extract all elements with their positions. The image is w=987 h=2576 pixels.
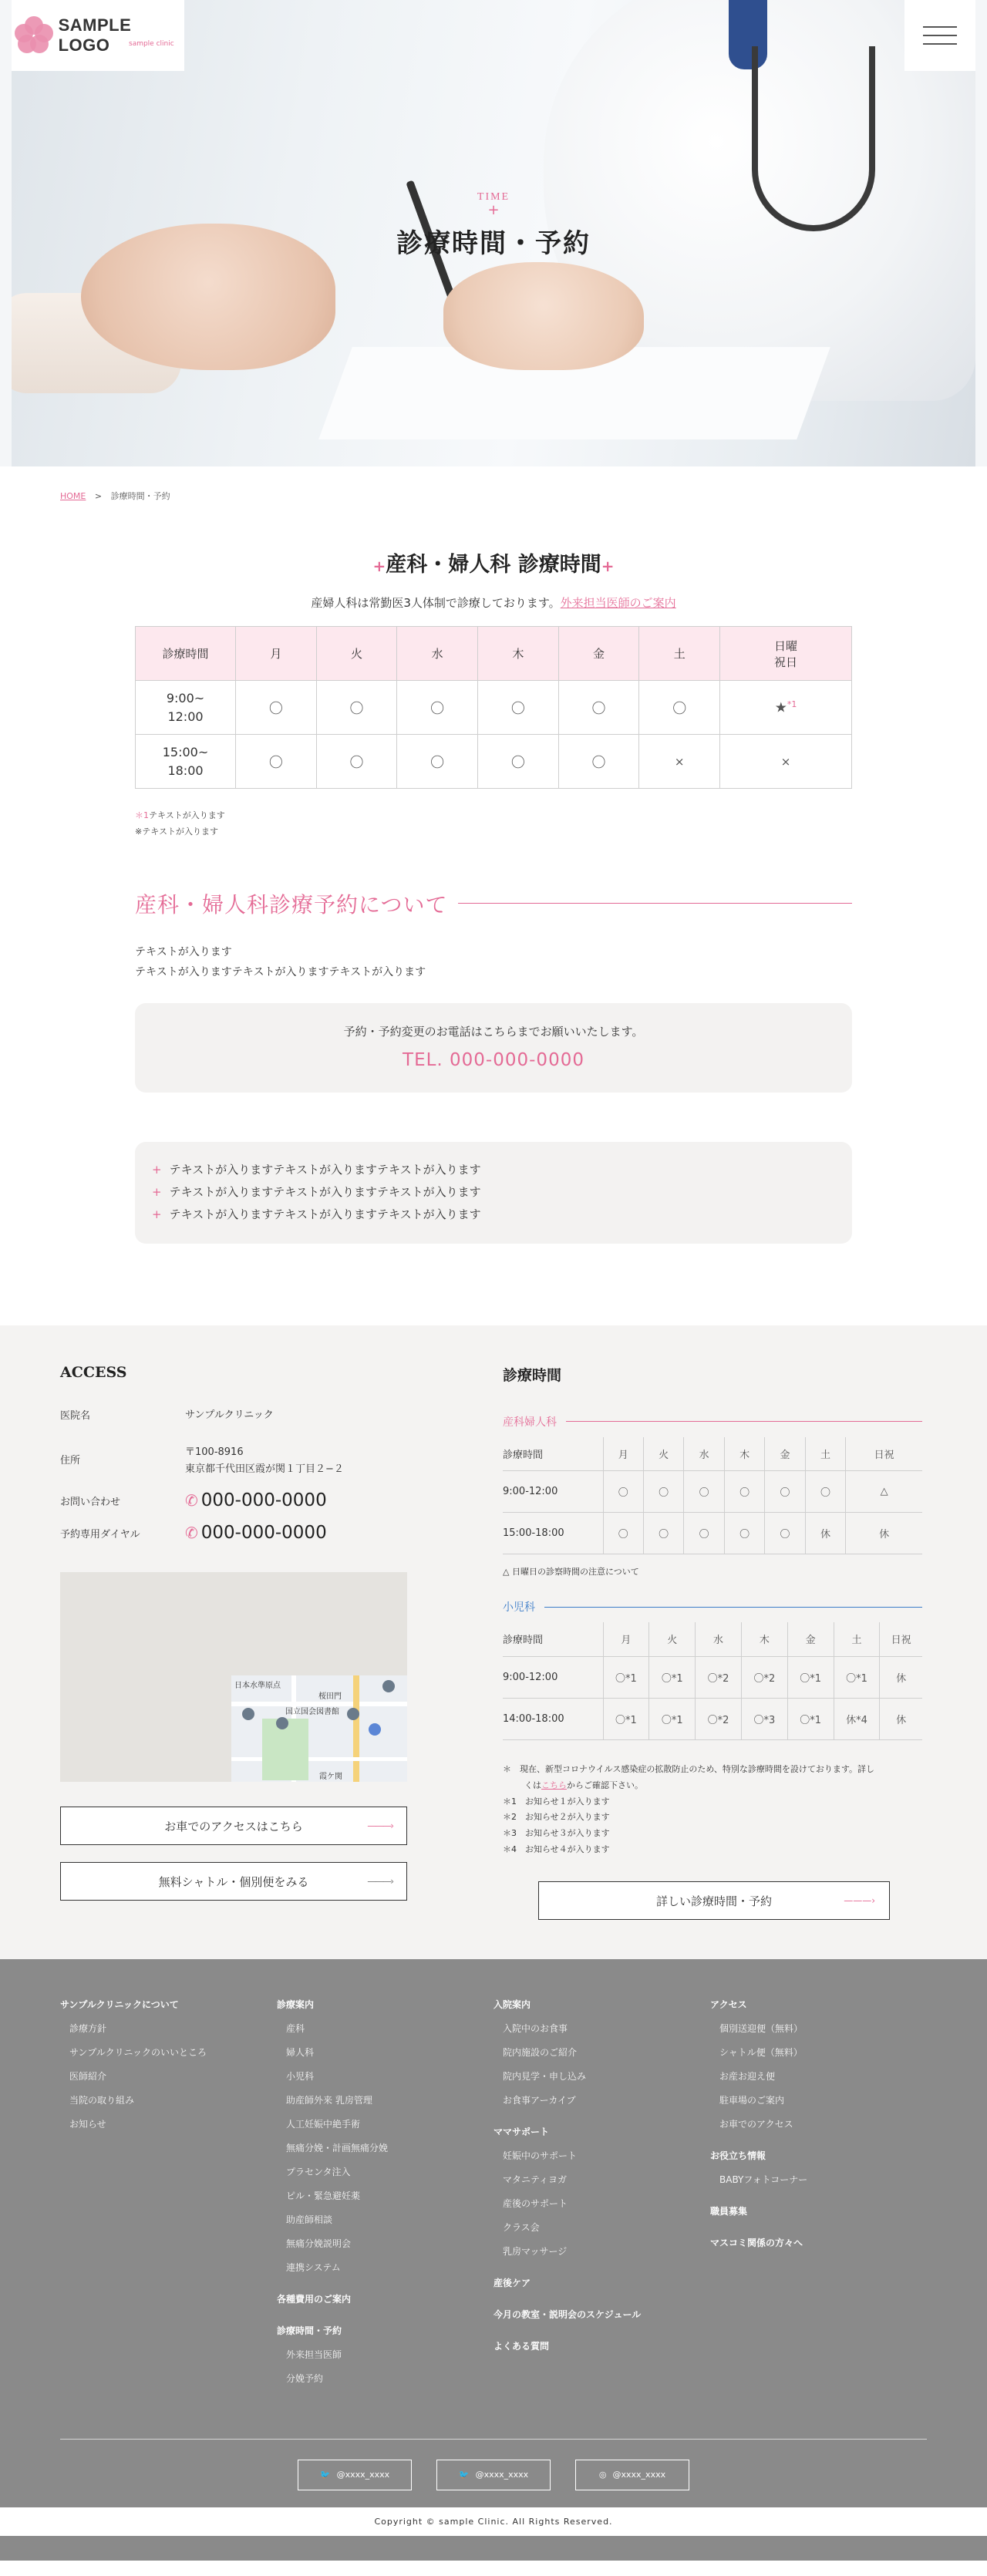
list-item: + テキストが入りますテキストが入りますテキストが入ります bbox=[152, 1207, 481, 1222]
hours-cell: △ bbox=[846, 1471, 922, 1513]
arrow-right-icon: ———› bbox=[367, 1876, 392, 1887]
hours-cell: 〇 bbox=[643, 1471, 683, 1513]
access-section bbox=[0, 1325, 987, 1959]
hours-cell: 〇*2 bbox=[696, 1656, 742, 1698]
map-pin-icon bbox=[369, 1723, 381, 1736]
bullet-box bbox=[135, 1142, 852, 1244]
schedule-header-cell: 木 bbox=[478, 627, 559, 681]
schedule-cell: 〇 bbox=[558, 681, 639, 735]
hours-header-cell: 水 bbox=[684, 1437, 724, 1471]
hamburger-icon bbox=[923, 26, 957, 28]
flower-logo-icon bbox=[15, 16, 52, 55]
footer-link[interactable]: クラス会 bbox=[503, 2221, 540, 2233]
table-row bbox=[503, 1437, 922, 1471]
plus-icon: + bbox=[152, 1207, 162, 1222]
footer-heading-link[interactable]: 診療時間・予約 bbox=[277, 2325, 342, 2336]
footer-link[interactable]: ピル・緊急避妊薬 bbox=[286, 2190, 361, 2201]
schedule-notes: ＊1テキストが入ります ※テキストが入ります bbox=[135, 810, 225, 837]
footer-col-access bbox=[710, 1998, 927, 2396]
hours-cell: 休 bbox=[805, 1513, 845, 1554]
dept-pediatrics: 小児科 bbox=[503, 1599, 922, 1615]
plus-icon: + bbox=[152, 1185, 162, 1200]
detail-hours-button[interactable]: 詳しい診療時間・予約 ———› bbox=[538, 1881, 890, 1920]
schedule-cell: 〇 bbox=[316, 735, 397, 789]
schedule-cell: 〇 bbox=[236, 735, 317, 789]
hours-header-cell: 水 bbox=[696, 1622, 742, 1656]
hours-header-cell: 診療時間 bbox=[503, 1437, 603, 1471]
footer-link[interactable]: 院内施設のご紹介 bbox=[503, 2046, 578, 2058]
table-row bbox=[503, 1513, 922, 1554]
tel-box bbox=[135, 1003, 852, 1093]
schedule-cell: 〇 bbox=[558, 735, 639, 789]
plus-icon: + bbox=[601, 557, 615, 575]
footer-heading-link[interactable]: 各種費用のご案内 bbox=[277, 2293, 352, 2305]
hours-header-cell: 火 bbox=[649, 1622, 696, 1656]
pediatrics-hours-table bbox=[503, 1622, 922, 1740]
breadcrumb bbox=[0, 466, 987, 528]
hours-cell: 〇*1 bbox=[603, 1656, 649, 1698]
doctor-schedule-link[interactable]: 外来担当医師のご案内 bbox=[560, 596, 676, 610]
hours-cell: 〇*1 bbox=[649, 1698, 696, 1739]
hours-header-cell: 月 bbox=[603, 1437, 643, 1471]
dept-obgyn: 産科婦人科 bbox=[503, 1414, 922, 1429]
hours-cell: 〇*1 bbox=[787, 1698, 834, 1739]
hours-cell: 〇 bbox=[805, 1471, 845, 1513]
tel-link[interactable]: TEL. 000-000-0000 bbox=[403, 1049, 584, 1070]
hours-header-cell: 金 bbox=[787, 1622, 834, 1656]
plus-icon: + bbox=[487, 202, 500, 218]
footer-heading-link[interactable]: 職員募集 bbox=[710, 2205, 748, 2217]
phone-icon: ✆ bbox=[185, 1524, 198, 1542]
hamburger-menu-button[interactable] bbox=[904, 0, 975, 71]
footer-link[interactable]: マタニティヨガ bbox=[503, 2174, 568, 2185]
hours-cell: 〇 bbox=[724, 1513, 764, 1554]
footer-col-hospital bbox=[494, 1998, 710, 2396]
table-row bbox=[503, 1471, 922, 1513]
hours-cell: 休*4 bbox=[834, 1698, 880, 1739]
hours-header-cell: 月 bbox=[603, 1622, 649, 1656]
footer-link[interactable]: シャトル便（無料） bbox=[719, 2046, 803, 2058]
site-footer bbox=[0, 1959, 987, 2561]
footer-link[interactable]: お知らせ bbox=[69, 2118, 106, 2130]
schedule-cell: 〇 bbox=[316, 681, 397, 735]
social-links bbox=[60, 2460, 927, 2490]
hours-header-cell: 診療時間 bbox=[503, 1622, 603, 1656]
hours-cell: 休 bbox=[880, 1656, 922, 1698]
hours-header-cell: 木 bbox=[741, 1622, 787, 1656]
copyright: Copyright © sample Clinic. All Rights Reserved. bbox=[0, 2507, 987, 2536]
hero bbox=[0, 0, 987, 466]
table-row bbox=[503, 1656, 922, 1698]
footer-divider bbox=[60, 2439, 927, 2440]
tel-lead: 予約・予約変更のお電話はこちらまでお願いいたします。 bbox=[343, 1024, 644, 1039]
clinic-name-row: 医院名 サンプルクリニック bbox=[60, 1409, 274, 1422]
hours-cell: 〇 bbox=[765, 1513, 805, 1554]
hours-cell: 〇 bbox=[684, 1513, 724, 1554]
hours-cell: 〇*1 bbox=[787, 1656, 834, 1698]
table-row bbox=[503, 1698, 922, 1739]
footer-link[interactable]: 駐車場のご案内 bbox=[719, 2094, 785, 2106]
footer-link[interactable]: 助産師外来 乳房管理 bbox=[286, 2094, 372, 2106]
hours-header-cell: 木 bbox=[724, 1437, 764, 1471]
footer-col-about bbox=[60, 1998, 277, 2396]
footer-link[interactable]: 人工妊娠中絶手術 bbox=[286, 2118, 361, 2130]
map-pin-icon bbox=[347, 1708, 359, 1720]
footer-col-medical bbox=[277, 1998, 494, 2396]
hours-header-cell: 火 bbox=[643, 1437, 683, 1471]
hours-cell: 〇 bbox=[724, 1471, 764, 1513]
time-cell: 9:00-12:00 bbox=[503, 1656, 603, 1698]
footer-link[interactable]: 無痛分娩・計画無痛分娩 bbox=[286, 2142, 389, 2153]
footer-link[interactable]: 乳房マッサージ bbox=[503, 2245, 568, 2257]
obgyn-hours-table bbox=[503, 1437, 922, 1555]
footer-heading-link[interactable]: ママサポート bbox=[494, 2126, 550, 2137]
site-logo[interactable] bbox=[12, 0, 184, 71]
twitter-icon: 🐦 bbox=[458, 2470, 470, 2480]
schedule-cell: 〇 bbox=[639, 681, 720, 735]
hours-cell: 〇 bbox=[765, 1471, 805, 1513]
reservation-dial-row: 予約専用ダイヤル ✆ 000-000-0000 bbox=[60, 1523, 327, 1543]
address-row: 住所 〒100-8916 東京都千代田区霞が関１丁目２−２ bbox=[60, 1446, 344, 1475]
time-cell: 14:00-18:00 bbox=[503, 1698, 603, 1739]
footer-heading-link[interactable]: 産後ケア bbox=[494, 2277, 531, 2288]
table-row bbox=[136, 681, 852, 735]
hours-cell: 〇 bbox=[643, 1513, 683, 1554]
hours-header-cell: 金 bbox=[765, 1437, 805, 1471]
footer-link[interactable]: 小児科 bbox=[286, 2070, 315, 2082]
footer-link[interactable]: お食事アーカイブ bbox=[503, 2094, 576, 2106]
footer-heading-link[interactable]: よくある質問 bbox=[494, 2340, 550, 2352]
schedule-header-cell: 火 bbox=[316, 627, 397, 681]
instagram-link[interactable]: ◎ @xxxx_xxxx bbox=[575, 2460, 689, 2490]
inquiry-row: お問い合わせ ✆ 000-000-0000 bbox=[60, 1490, 327, 1510]
arrow-right-icon: ———› bbox=[844, 1895, 875, 1907]
schedule-header-cell: 月 bbox=[236, 627, 317, 681]
reservation-text: テキストが入ります テキストが入りますテキストが入りますテキストが入ります bbox=[135, 945, 426, 979]
access-map[interactable]: 日本水準原点 桜田門 国立国会図書館 霞ケ関 bbox=[60, 1572, 407, 1782]
footer-link[interactable]: 院内見学・申し込み bbox=[503, 2070, 587, 2082]
schedule-header-cell: 水 bbox=[397, 627, 478, 681]
sunday-note: △ 日曜日の診察時間の注意について bbox=[503, 1567, 639, 1578]
schedule-heading: +産科・婦人科 診療時間+ bbox=[372, 553, 615, 577]
schedule-cell: 〇 bbox=[397, 681, 478, 735]
footer-link[interactable]: 妊娠中のサポート bbox=[503, 2150, 578, 2161]
logo-text: SAMPLE LOGO bbox=[58, 15, 132, 55]
time-cell: 9:00~ 12:00 bbox=[136, 681, 236, 735]
footer-link[interactable]: 外来担当医師 bbox=[286, 2349, 342, 2360]
footer-heading-link[interactable]: 今月の教室・説明会のスケジュール bbox=[494, 2308, 642, 2320]
breadcrumb-separator: > bbox=[94, 491, 103, 501]
breadcrumb-home-link[interactable]: HOME bbox=[60, 491, 86, 501]
page-title-en: TIME bbox=[477, 191, 510, 203]
footer-link[interactable]: 婦人科 bbox=[286, 2046, 315, 2058]
hours-cell: 休 bbox=[846, 1513, 922, 1554]
map-pin-icon bbox=[276, 1717, 288, 1729]
footer-link[interactable]: 診療方針 bbox=[69, 2022, 107, 2034]
inquiry-phone-link[interactable]: ✆ 000-000-0000 bbox=[185, 1490, 327, 1510]
hours-cell: 〇*1 bbox=[603, 1698, 649, 1739]
schedule-section bbox=[0, 547, 987, 1244]
covid-info-link[interactable]: こちら bbox=[541, 1780, 567, 1790]
schedule-header-cell: 金 bbox=[558, 627, 639, 681]
schedule-cell: 〇 bbox=[478, 735, 559, 789]
schedule-header-cell: 日曜 祝日 bbox=[720, 627, 852, 681]
hours-header-cell: 土 bbox=[834, 1622, 880, 1656]
page-title-block bbox=[0, 191, 987, 260]
page-title: 診療時間・予約 bbox=[396, 228, 591, 259]
list-item: + テキストが入りますテキストが入りますテキストが入ります bbox=[152, 1162, 481, 1177]
breadcrumb-current: 診療時間・予約 bbox=[110, 491, 170, 501]
car-access-button[interactable]: お車でのアクセスはこちら ———› bbox=[60, 1807, 407, 1845]
footer-link[interactable]: 分娩予約 bbox=[286, 2372, 324, 2384]
footer-link[interactable]: 入院中のお食事 bbox=[503, 2022, 568, 2034]
schedule-lead: 産婦人科は常勤医3人体制で診療しております。外来担当医師のご案内 bbox=[311, 596, 676, 610]
footer-heading-link[interactable]: 診療案内 bbox=[277, 1999, 315, 2010]
shuttle-button[interactable]: 無料シャトル・個別便をみる ———› bbox=[60, 1862, 407, 1901]
footer-link[interactable]: 産科 bbox=[286, 2022, 305, 2034]
plus-icon: + bbox=[152, 1162, 162, 1177]
hours-header-cell: 日祝 bbox=[846, 1437, 922, 1471]
footer-link[interactable]: プラセンタ注入 bbox=[286, 2166, 351, 2177]
footer-heading-link[interactable]: 入院案内 bbox=[494, 1999, 531, 2010]
footer-link[interactable]: 無痛分娩説明会 bbox=[286, 2238, 352, 2249]
arrow-right-icon: ———› bbox=[367, 1820, 392, 1831]
phone-icon: ✆ bbox=[185, 1491, 198, 1510]
schedule-table bbox=[135, 626, 852, 789]
hours-notes: ＊ 現在、新型コロナウイルス感染症の拡散防止のため、特別な診療時間を設けております。詳し くはこちらからご確認下さい。 ＊1 お知らせ１が入ります ＊2 お知らせ２が入ります ＊3 お知らせ３が入ります ＊4 お知らせ４が入ります bbox=[503, 1763, 875, 1855]
schedule-cell: × bbox=[639, 735, 720, 789]
hours-cell: 〇*2 bbox=[741, 1656, 787, 1698]
twitter-link-2[interactable]: 🐦 @xxxx_xxxx bbox=[436, 2460, 551, 2490]
footer-link[interactable]: 助産師相談 bbox=[286, 2214, 333, 2225]
schedule-cell: 〇 bbox=[397, 735, 478, 789]
footer-link[interactable]: 産後のサポート bbox=[503, 2197, 568, 2209]
hours-header-cell: 日祝 bbox=[880, 1622, 922, 1656]
plus-icon: + bbox=[372, 557, 386, 575]
footer-link[interactable]: お産お迎え便 bbox=[719, 2070, 776, 2082]
schedule-cell: × bbox=[720, 735, 852, 789]
time-cell: 9:00-12:00 bbox=[503, 1471, 603, 1513]
twitter-icon: 🐦 bbox=[319, 2470, 331, 2480]
hours-cell: 〇*1 bbox=[649, 1656, 696, 1698]
footer-link[interactable]: 当院の取り組み bbox=[69, 2094, 135, 2106]
logo-subtext: sample clinic bbox=[129, 40, 174, 48]
twitter-link[interactable]: 🐦 @xxxx_xxxx bbox=[298, 2460, 412, 2490]
hours-cell: 〇*1 bbox=[834, 1656, 880, 1698]
footer-link[interactable]: お車でのアクセス bbox=[719, 2118, 793, 2130]
table-row bbox=[136, 735, 852, 789]
footer-link[interactable]: サンプルクリニックのいいところ bbox=[69, 2046, 207, 2058]
footer-heading-link[interactable]: サンプルクリニックについて bbox=[60, 1999, 179, 2010]
map-pin-icon bbox=[242, 1708, 254, 1720]
schedule-cell: ★$^{*1}$ bbox=[720, 681, 852, 735]
list-item: + テキストが入りますテキストが入りますテキストが入ります bbox=[152, 1185, 481, 1200]
footer-heading-link[interactable]: お役立ち情報 bbox=[710, 2150, 766, 2161]
footer-link[interactable]: BABYフォトコーナー bbox=[719, 2174, 808, 2185]
footer-heading-link[interactable]: アクセス bbox=[710, 1999, 747, 2010]
instagram-icon: ◎ bbox=[598, 2470, 607, 2480]
schedule-header-cell: 土 bbox=[639, 627, 720, 681]
map-pin-icon bbox=[382, 1680, 395, 1692]
reservation-heading: 産科・婦人科診療予約について bbox=[135, 888, 852, 919]
hours-cell: 〇*2 bbox=[696, 1698, 742, 1739]
hours-title: 診療時間 bbox=[503, 1366, 562, 1384]
hours-cell: 〇 bbox=[684, 1471, 724, 1513]
table-row bbox=[503, 1622, 922, 1656]
schedule-cell: 〇 bbox=[236, 681, 317, 735]
hours-cell: 休 bbox=[880, 1698, 922, 1739]
hours-header-cell: 土 bbox=[805, 1437, 845, 1471]
reservation-phone-link[interactable]: ✆ 000-000-0000 bbox=[185, 1523, 327, 1543]
time-cell: 15:00~ 18:00 bbox=[136, 735, 236, 789]
footer-link[interactable]: 連携システム bbox=[286, 2261, 341, 2273]
access-title: ACCESS bbox=[60, 1363, 127, 1381]
schedule-header-cell: 診療時間 bbox=[136, 627, 236, 681]
footer-link[interactable]: 医師紹介 bbox=[69, 2070, 107, 2082]
footer-heading-link[interactable]: マスコミ関係の方々へ bbox=[710, 2237, 803, 2248]
footer-link[interactable]: 個別送迎便（無料） bbox=[719, 2022, 803, 2034]
time-cell: 15:00-18:00 bbox=[503, 1513, 603, 1554]
hours-cell: 〇 bbox=[603, 1513, 643, 1554]
hours-cell: 〇*3 bbox=[741, 1698, 787, 1739]
schedule-cell: 〇 bbox=[478, 681, 559, 735]
hours-cell: 〇 bbox=[603, 1471, 643, 1513]
